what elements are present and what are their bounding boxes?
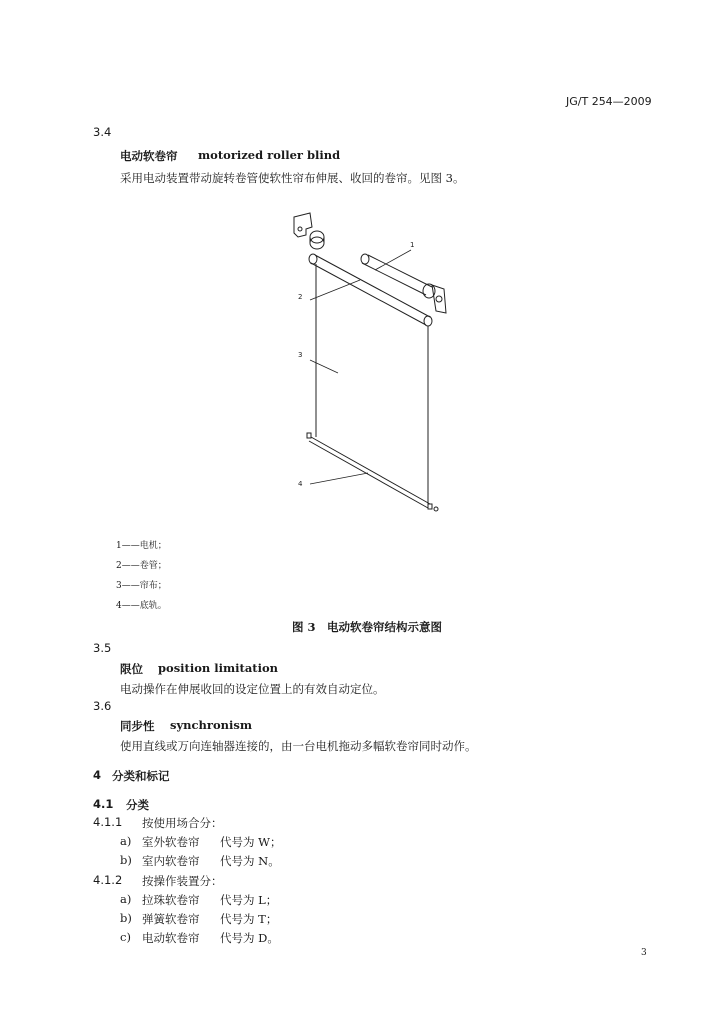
section-3-4-definition: 采用电动装置带动旋转卷管使软性帘布伸展、收回的卷帘。见图 3。: [120, 171, 465, 185]
list-item-mark: b): [120, 853, 132, 867]
left-bracket: [294, 213, 312, 237]
figure-caption: 图 3 电动软卷帘结构示意图: [292, 620, 443, 634]
blind-fabric: [316, 264, 428, 505]
section-4-title: 分类和标记: [112, 769, 170, 783]
legend-item-1: 1——电机；: [116, 541, 167, 551]
section-4-1-1-title: 按使用场合分：: [142, 816, 223, 830]
callout-leader-2: [310, 280, 360, 300]
list-item-name: 弹簧软卷帘: [142, 912, 200, 926]
list-item-name: 电动软卷帘: [142, 931, 200, 945]
page-number: 3: [641, 948, 647, 958]
section-3-5-definition: 电动操作在伸展收回的设定位置上的有效自动定位。: [120, 682, 385, 696]
bottom-rail: [307, 433, 438, 511]
section-3-4-term-cn: 电动软卷帘: [120, 149, 178, 163]
list-item-code: 代号为 T；: [220, 912, 278, 926]
list-item-mark: a): [120, 834, 132, 848]
list-item-mark: a): [120, 892, 132, 906]
callout-1: 1: [410, 241, 415, 249]
legend-item-2: 2——卷管；: [116, 561, 167, 571]
list-item-code: 代号为 L；: [220, 893, 278, 907]
callout-3: 3: [298, 351, 303, 359]
section-4-number: 4: [93, 768, 102, 782]
section-4-1-2-title: 按操作装置分：: [142, 874, 223, 888]
roller-tube: [309, 254, 432, 326]
list-item-code: 代号为 N。: [220, 854, 280, 868]
list-item-mark: b): [120, 911, 132, 925]
roller-blind-diagram: [280, 205, 470, 525]
list-item-name: 室内软卷帘: [142, 854, 200, 868]
section-3-4-term-en: motorized roller blind: [198, 148, 341, 162]
document-code: JG/T 254—2009: [566, 95, 652, 108]
section-3-5-term-en: position limitation: [158, 661, 279, 675]
section-3-5-term-cn: 限位: [120, 662, 143, 676]
left-end-cap: [310, 231, 324, 249]
section-4-1-number: 4.1: [93, 797, 114, 811]
section-3-6-number: 3.6: [93, 699, 112, 713]
legend-item-3: 3——帘布；: [116, 581, 167, 591]
list-item-code: 代号为 D。: [220, 931, 279, 945]
section-3-6-term-en: synchronism: [170, 718, 252, 732]
motor: [361, 254, 435, 298]
section-3-5-number: 3.5: [93, 641, 112, 655]
list-item-mark: c): [120, 930, 131, 944]
section-3-6-definition: 使用直线或万向连轴器连接的，由一台电机拖动多幅软卷帘同时动作。: [120, 739, 477, 753]
section-4-1-2-number: 4.1.2: [93, 873, 123, 887]
list-item-name: 室外软卷帘: [142, 835, 200, 849]
legend-item-4: 4——底轨。: [116, 601, 167, 611]
section-4-1-title: 分类: [126, 798, 149, 812]
right-bracket: [432, 285, 446, 313]
callout-2: 2: [298, 293, 303, 301]
callout-leader-3: [310, 360, 338, 373]
section-3-4-number: 3.4: [93, 125, 112, 139]
callout-4: 4: [298, 480, 303, 488]
section-4-1-1-number: 4.1.1: [93, 815, 123, 829]
section-3-6-term-cn: 同步性: [120, 719, 155, 733]
callout-leader-4: [310, 473, 368, 484]
list-item-code: 代号为 W；: [220, 835, 282, 849]
list-item-name: 拉珠软卷帘: [142, 893, 200, 907]
